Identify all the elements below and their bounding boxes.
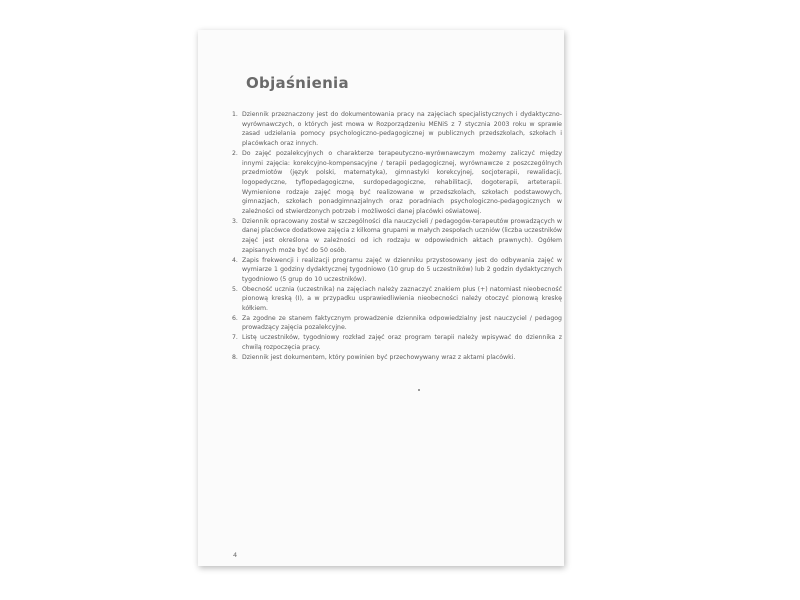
item-number: 3. — [232, 217, 238, 225]
item-text: Listę uczestników, tygodniowy rozkład zajęć oraz program terapii należy wpisywać do dziennika z chwilą rozpoczęcia pracy. — [242, 334, 562, 351]
item-text: Dziennik opracowany został w szczególności dla nauczycieli / pedagogów-terapeutów prowadzących w danej placówce dodatkowe zajęcia z kilkoma grupami w małych zespołach uczniów (liczba uczestników zajęć jest określona w zależności od ich rodzaju w odpowiednich aktach prawnych). Ogółem zapisanych może być do 50 osób. — [242, 217, 562, 254]
list-item — [232, 285, 562, 314]
list-item — [232, 217, 562, 256]
item-number: 7. — [232, 334, 238, 342]
item-text: Do zajęć pozalekcyjnych o charakterze terapeutyczno-wyrównawczym możemy zaliczyć między innymi zajęcia: korekcyjno-kompensacyjne / terapii pedagogicznej, wyrównawcze z poszczególnych przedmiotów (język polski, matematyka), gimnastyki korekcyjnej, socjoterapii, rewalidacji, logopedyczne, tyflopedagogiczne, surdopedagogiczne, rehabilitacji, dogoterapii, arteterapii. Wymienione rodzaje zajęć mogą być realizowane w przedszkolach, szkołach podstawowych, gimnazjach, szkołach ponadgimnazjalnych oraz poradniach psychologiczno-pedagogicznych w zależności od stwierdzonych potrzeb i możliwości danej placówki oświatowej. — [242, 149, 562, 216]
item-number: 4. — [232, 256, 238, 264]
page-number: 4 — [233, 551, 238, 559]
item-number: 6. — [232, 314, 238, 322]
item-number: 1. — [232, 111, 238, 118]
item-text: Dziennik jest dokumentem, który powinien być przechowywany wraz z aktami placówki. — [242, 353, 516, 361]
page-title: Objaśnienia — [246, 74, 349, 92]
list-item — [232, 149, 562, 217]
stray-mark — [418, 389, 420, 391]
item-text: Za zgodne ze stanem faktycznym prowadzenie dziennika odpowiedzialny jest nauczyciel / pedagog prowadzący zajęcia pozalekcyjne. — [242, 314, 562, 332]
list-item — [232, 353, 562, 363]
item-text: Dziennik przeznaczony jest do dokumentowania pracy na zajęciach specjalistycznych i dydaktyczno-wyrównawczych, o których jest mowa w Rozporządzeniu MENiS z 7 stycznia 2003 roku w sprawie zasad udzielania pomocy psychologiczno-pedagogicznej w publicznych przedszkolach, szkołach i placówkach oraz innych. — [242, 111, 562, 148]
document-page — [198, 30, 564, 566]
item-number: 8. — [232, 353, 238, 361]
list-item — [232, 333, 562, 352]
list-item — [232, 314, 562, 333]
item-number: 5. — [232, 285, 238, 293]
list-item — [232, 256, 562, 285]
list-item — [232, 110, 562, 149]
item-text: Obecność ucznia (uczestnika) na zajęciach należy zaznaczyć znakiem plus (+) natomiast nieobecność pionową kreską (I), a w przypadku usprawiedliwienia nieobecności należy otoczyć pionową kreskę kółkiem. — [242, 285, 562, 313]
explanations-list — [232, 110, 562, 362]
item-number: 2. — [232, 149, 238, 157]
item-text: Zapis frekwencji i realizacji programu zajęć w dzienniku przystosowany jest do odbywania zajęć w wymiarze 1 godziny dydaktycznej tygodniowo (10 grup do 5 uczestników) lub 2 godzin dydaktycznych tygodniowo (5 grup do 10 uczestników). — [242, 256, 562, 283]
